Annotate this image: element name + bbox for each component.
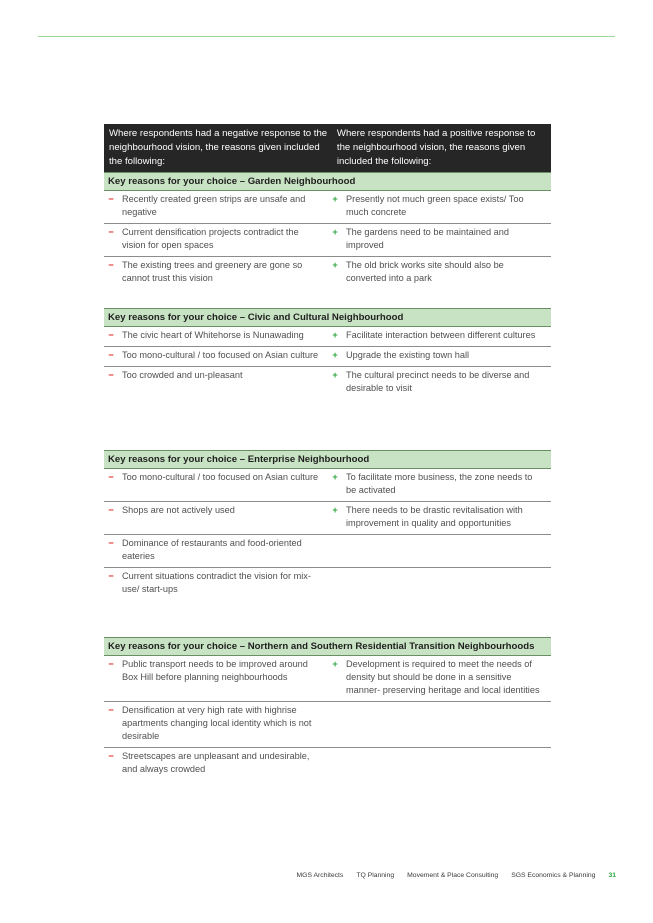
- positive-reason: Presently not much green space exists/ Too much concrete: [346, 194, 524, 217]
- garden-section-title: Key reasons for your choice – Garden Neighbourhood: [104, 172, 551, 191]
- negative-reason: Densification at very high rate with highrise apartments changing local identity which is not desirable: [122, 705, 312, 741]
- negative-reason: Too mono-cultural / too focused on Asian culture: [122, 472, 319, 482]
- table-row: [104, 257, 551, 289]
- minus-icon: −: [108, 505, 114, 515]
- table-row: [104, 367, 551, 399]
- plus-icon: +: [332, 194, 338, 204]
- footer-credit: TQ Planning: [356, 872, 395, 879]
- negative-reason: Recently created green strips are unsafe and negative: [122, 194, 306, 217]
- minus-icon: −: [108, 705, 114, 715]
- minus-icon: −: [108, 194, 114, 204]
- table-row: [104, 748, 551, 780]
- negative-reason: Current situations contradict the vision for mix-use/ start-ups: [122, 571, 311, 594]
- plus-icon: +: [332, 370, 338, 380]
- table-row: [104, 656, 551, 702]
- footer-credit: Movement & Place Consulting: [407, 872, 499, 879]
- enterprise-table: [104, 450, 551, 600]
- negative-reason: The civic heart of Whitehorse is Nunawading: [122, 330, 304, 340]
- page-number: 31: [608, 872, 616, 879]
- footer-credit: SGS Economics & Planning: [511, 872, 596, 879]
- enterprise-section-title: Key reasons for your choice – Enterprise Neighbourhood: [104, 450, 551, 469]
- negative-reason: Public transport needs to be improved around Box Hill before planning neighbourhoods: [122, 659, 308, 682]
- negative-reason: Shops are not actively used: [122, 505, 235, 515]
- minus-icon: −: [108, 472, 114, 482]
- positive-header: Where respondents had a positive response to the neighbourhood vision, the reasons given included the following:: [336, 128, 536, 167]
- footer-credit: MGS Architects: [296, 872, 344, 879]
- table-row: [104, 191, 551, 224]
- positive-reason: Facilitate interaction between different cultures: [346, 330, 536, 340]
- table-row: [104, 702, 551, 748]
- negative-reason: The existing trees and greenery are gone so cannot trust this vision: [122, 260, 303, 283]
- residential-table: [104, 637, 551, 780]
- top-divider: [38, 36, 615, 37]
- civic-section-title: Key reasons for your choice – Civic and Cultural Neighbourhood: [104, 308, 551, 327]
- plus-icon: +: [332, 659, 338, 669]
- negative-reason: Too crowded and un-pleasant: [122, 370, 243, 380]
- table-row: [104, 224, 551, 257]
- table-row: [104, 535, 551, 568]
- minus-icon: −: [108, 227, 114, 237]
- minus-icon: −: [108, 370, 114, 380]
- table-row: [104, 469, 551, 502]
- plus-icon: +: [332, 260, 338, 270]
- table-row: [104, 568, 551, 600]
- minus-icon: −: [108, 571, 114, 581]
- plus-icon: +: [332, 227, 338, 237]
- minus-icon: −: [108, 538, 114, 548]
- negative-header: Where respondents had a negative response to the neighbourhood vision, the reasons given included the following:: [109, 128, 328, 167]
- table-header: [104, 124, 551, 172]
- minus-icon: −: [108, 751, 114, 761]
- positive-reason: There needs to be drastic revitalisation with improvement in quality and opportunities: [346, 505, 523, 528]
- residential-section-title: Key reasons for your choice – Northern and Southern Residential Transition Neighbourhoods: [104, 637, 551, 656]
- minus-icon: −: [108, 330, 114, 340]
- positive-reason: Upgrade the existing town hall: [346, 350, 470, 360]
- civic-table: [104, 308, 551, 399]
- plus-icon: +: [332, 472, 338, 482]
- negative-reason: Too mono-cultural / too focused on Asian culture: [122, 350, 319, 360]
- positive-reason: The cultural precinct needs to be diverse and desirable to visit: [346, 370, 530, 393]
- table-row: [104, 347, 551, 367]
- minus-icon: −: [108, 659, 114, 669]
- garden-table: [104, 124, 551, 289]
- minus-icon: −: [108, 260, 114, 270]
- negative-reason: Dominance of restaurants and food-oriented eateries: [122, 538, 302, 561]
- table-row: [104, 327, 551, 347]
- positive-reason: The old brick works site should also be converted into a park: [346, 260, 504, 283]
- plus-icon: +: [332, 350, 338, 360]
- table-row: [104, 502, 551, 535]
- page-footer: [0, 872, 616, 879]
- plus-icon: +: [332, 505, 338, 515]
- positive-reason: To facilitate more business, the zone needs to be activated: [346, 472, 533, 495]
- negative-reason: Streetscapes are unpleasant and undesirable, and always crowded: [122, 751, 310, 774]
- positive-reason: The gardens need to be maintained and improved: [346, 227, 509, 250]
- plus-icon: +: [332, 330, 338, 340]
- positive-reason: Development is required to meet the needs of density but should be done in a sensitive manner- preserving heritage and local identities: [346, 659, 540, 695]
- minus-icon: −: [108, 350, 114, 360]
- negative-reason: Current densification projects contradict the vision for open spaces: [122, 227, 299, 250]
